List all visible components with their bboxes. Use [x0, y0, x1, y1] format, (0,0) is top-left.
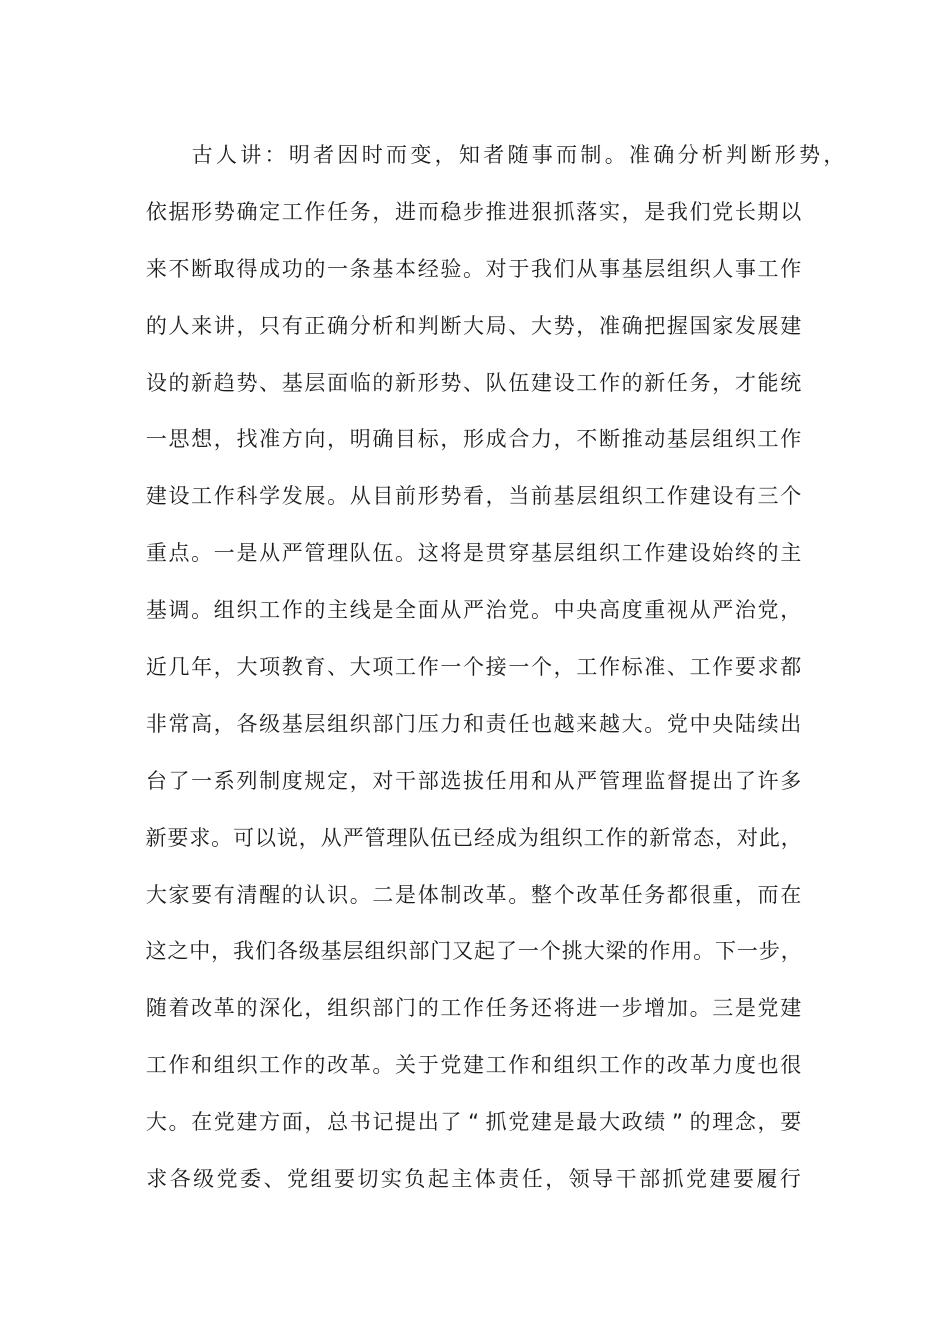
line-text: 随 着 改 革 的 深 化 ， 组 织 部 门 的 工 作 任 务 还 将 进 一 步 增 加 。 三 是 党 建: [145, 996, 802, 1021]
text-line: [145, 991, 802, 1048]
text-line: [145, 878, 802, 935]
line-text: 建 设 工 作 科 学 发 展 。 从 目 前 形 势 看 ， 当 前 基 层 组 织 工 作 建 设 有 三 个: [145, 484, 802, 509]
line-text: 大 。 在 党 建 方 面 ， 总 书 记 提 出 了 “ 抓 党 建 是 最 大 政 绩 ” 的 理 念 ， 要: [145, 1110, 802, 1135]
text-line: [145, 1105, 802, 1162]
text-line: [145, 479, 802, 536]
line-text: 设 的 新 趋 势 、 基 层 面 临 的 新 形 势 、 队 伍 建 设 工 作 的 新 任 务 ， 才 能 统: [145, 370, 802, 395]
text-line: [145, 1162, 802, 1219]
body-paragraph: [145, 138, 845, 1219]
line-text: 求 各 级 党 委 、 党 组 要 切 实 负 起 主 体 责 任 ， 领 导 干 部 抓 党 建 要 履 行: [146, 1167, 801, 1192]
text-line: [145, 195, 802, 252]
line-text: 大 家 要 有 清 醒 的 认 识 。 二 是 体 制 改 革 。 整 个 改 革 任 务 都 很 重 ， 而 在: [145, 882, 802, 907]
line-text: 非 常 高 ， 各 级 基 层 组 织 部 门 压 力 和 责 任 也 越 来 越 大 。 党 中 央 陆 续 出: [145, 711, 802, 736]
line-text: 基 调 。 组 织 工 作 的 主 线 是 全 面 从 严 治 党 。 中 央 高 度 重 视 从 严 治 党 ，: [145, 598, 802, 623]
text-line: [145, 309, 802, 366]
line-text: 重 点 。 一 是 从 严 管 理 队 伍 。 这 将 是 贯 穿 基 层 组 织 工 作 建 设 始 终 的 主: [145, 541, 802, 566]
line-text: 一 思 想 ， 找 准 方 向 ， 明 确 目 标 ， 形 成 合 力 ， 不 断 推 动 基 层 组 织 工 作: [145, 427, 802, 452]
text-line: [145, 934, 802, 991]
text-line: [145, 707, 802, 764]
line-text: 来 不 断 取 得 成 功 的 一 条 基 本 经 验 。 对 于 我 们 从 事 基 层 组 织 人 事 工 作: [145, 256, 802, 281]
line-text: 这 之 中 ， 我 们 各 级 基 层 组 织 部 门 又 起 了 一 个 挑 大 梁 的 作 用 。 下 一 步 ，: [145, 939, 802, 964]
line-text: 的 人 来 讲 ， 只 有 正 确 分 析 和 判 断 大 局 、 大 势 ， 准 确 把 握 国 家 发 展 建: [145, 313, 802, 338]
text-line: [145, 366, 802, 423]
line-text: 古 人 讲 ： 明 者 因 时 而 变 ， 知 者 随 事 而 制 。 准 确 分 析 判 断 形 势 ，: [191, 143, 845, 167]
text-line: [145, 138, 845, 195]
line-text: 新 要 求 。 可 以 说 ， 从 严 管 理 队 伍 已 经 成 为 组 织 工 作 的 新 常 态 ， 对 此 ，: [145, 825, 802, 850]
text-line: [145, 764, 802, 821]
text-line: [145, 422, 802, 479]
line-text: 台 了 一 系 列 制 度 规 定 ， 对 干 部 选 拔 任 用 和 从 严 管 理 监 督 提 出 了 许 多: [145, 768, 802, 793]
line-text: 工 作 和 组 织 工 作 的 改 革 。 关 于 党 建 工 作 和 组 织 工 作 的 改 革 力 度 也 很: [145, 1053, 802, 1078]
text-line: [145, 593, 802, 650]
text-line: [145, 252, 802, 309]
line-text: 近 几 年 ， 大 项 教 育 、 大 项 工 作 一 个 接 一 个 ， 工 作 标 准 、 工 作 要 求 都: [145, 655, 802, 680]
text-line: [145, 1048, 802, 1105]
text-line: [145, 821, 802, 878]
text-line: [145, 650, 802, 707]
text-line: [145, 536, 802, 593]
line-text: 依 据 形 势 确 定 工 作 任 务 ， 进 而 稳 步 推 进 狠 抓 落 实 ， 是 我 们 党 长 期 以: [145, 199, 802, 224]
